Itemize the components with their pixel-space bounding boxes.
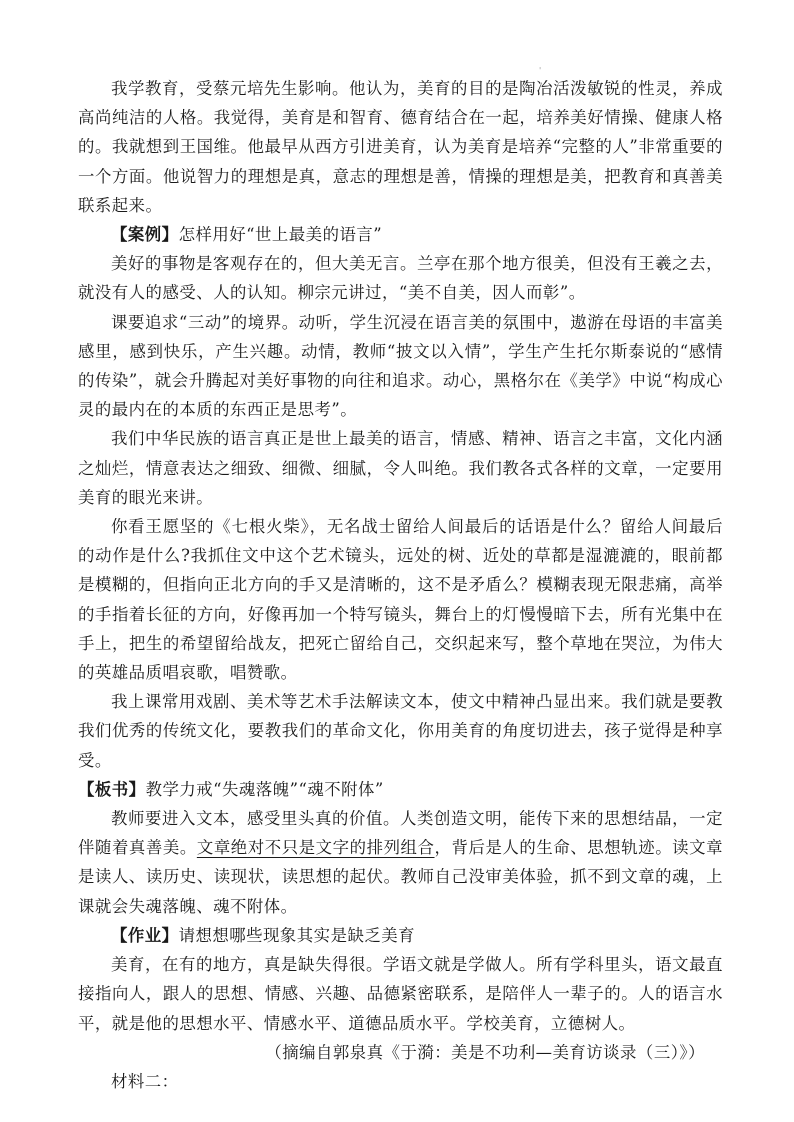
board-heading: [78, 775, 723, 804]
case-title: 怎样用好“世上最美的语言”: [178, 225, 383, 245]
board-title: 教学力戒“失魂落魄”“魂不附体”: [145, 779, 384, 799]
paragraph-7: [78, 804, 723, 921]
homework-tag: 【作业】: [111, 925, 179, 945]
scan-mark: ': [539, 66, 542, 75]
case-tag: 【案例】: [111, 225, 179, 245]
paragraph-6: 我上课常用戏剧、美术等艺术手法解读文本，使文中精神凸显出来。我们就是要教我们优秀的传统文化，要教我们的革命文化，你用美育的角度切进去，孩子觉得是种享 受。: [78, 692, 740, 770]
paragraph-4: 我们中华民族的语言真正是世上最美的语言，情感、精神、语言之丰富，文化内涵之灿烂，情意表达之细致、细微、细腻，令人叫绝。我们教各式各样的文章，一定要用美育的眼光来讲。: [78, 429, 723, 507]
paragraph-7-part-b: ，背后是人的生命、思想轨迹。读文章是读人、读历史、读现状，读思想的起伏。教师自己没审美体验，抓不到文章的魂，上课就会失魂落魄、魂不附体。: [78, 838, 724, 916]
homework-title: 请想想哪些现象其实是缺乏美育: [178, 925, 416, 945]
paragraph-2: 美好的事物是客观存在的，但大美无言。兰亭在那个地方很美，但没有王羲之去，就没有人的感受、人的认知。柳宗元讲过，“美不自美，因人而彰”。: [78, 254, 723, 303]
underlined-sentence: 文章绝对不只是文字的排列组合: [196, 838, 435, 858]
paragraph-5: 你看王愿坚的《七根火柴》，无名战士留给人间最后的话语是什么？留给人间最后的动作是什么?我抓住文中这个艺术镜头，远处的树、近处的草都是湿漉漉的，眼前都是模糊的，但指向正北方向的手又是清晰的，这不是矛盾么？模糊表现无限悲痛，高举的手指着长征的方向，好像再加一个特写镜头，舞台上的灯慢慢暗下去，所有光集中在手上，把生的希望留给战友，把死亡留给自己，交织起来写，整个草地在哭泣，为伟大的英雄品质唱哀歌，唱赞歌。: [78, 517, 723, 683]
paragraph-8: 美育，在有的地方，真是缺失得很。学语文就是学做人。所有学科里头，语文最直接指向人，跟人的思想、情感、兴趣、品德紧密联系，是陪伴人一辈子的。人的语言水平，就是他的思想水平、情感水平、道德品质水平。学校美育，立德树人。: [78, 955, 723, 1033]
case-heading: [78, 220, 723, 249]
paragraph-1: 我学教育，受蔡元培先生影响。他认为，美育的目的是陶冶活泼敏锐的性灵，养成高尚纯洁的人格。我觉得，美育是和智育、德育结合在一起，培养美好情操、健康人格的。我就想到王国维。他最早从西方引进美育，认为美育是培养“完整的人”非常重要的一个方面。他说智力的理想是真，意志的理想是善，情操的理想是美，把教育和真善美联系起来。: [78, 79, 723, 215]
homework-heading: [78, 921, 723, 950]
paragraph-7-part-a: 教师要进入文本，感受里头真的价值。人类创造文明，能传下来的思想结晶，一定伴随着真善美。: [78, 809, 723, 858]
source-citation: （摘编自郭泉真《于漪：美是不功利—美育访谈录（三）》）: [265, 1042, 705, 1062]
document-page: [78, 74, 740, 1096]
paragraph-3: 课要追求“三动”的境界。动听，学生沉浸在语言美的氛围中，遨游在母语的丰富美感里，感到快乐，产生兴趣。动情，教师“披文以入情”，学生产生托尔斯泰说的“感情的传染”，就会升腾起对美好事物的向往和追求。动心，黑格尔在《美学》中说“构成心灵的最内在的本质的东西正是思考”。: [78, 312, 723, 420]
material-2-label: 材料二：: [111, 1071, 179, 1091]
board-tag: 【板书】: [78, 779, 146, 799]
